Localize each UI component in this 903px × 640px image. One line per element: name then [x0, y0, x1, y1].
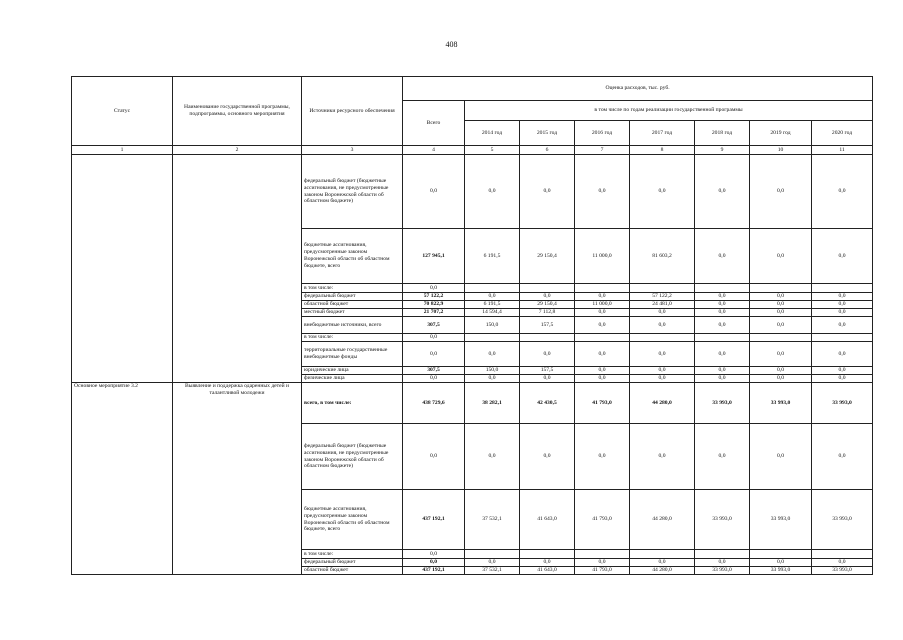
column-number: 11 [812, 146, 873, 155]
year-value-cell: 41 793,0 [575, 383, 630, 424]
year-value-cell: 0,0 [630, 375, 695, 383]
year-value-cell: 11 000,0 [575, 229, 630, 284]
header-total: Всего [403, 101, 465, 146]
budget-table [71, 76, 873, 575]
year-value-cell: 0,0 [575, 375, 630, 383]
year-value-cell: 0,0 [695, 559, 750, 567]
main-activity-status: Основное мероприятие 3.2 [72, 383, 173, 575]
header-status: Статус [72, 77, 173, 146]
year-value-cell: 150,0 [465, 367, 520, 375]
header-estimate: Оценка расходов, тыс. руб. [403, 77, 873, 101]
table-row [72, 155, 873, 229]
year-value-cell [812, 334, 873, 342]
header-year: 2017 год [630, 121, 695, 146]
year-value-cell: 29 150,4 [520, 301, 575, 309]
year-value-cell [695, 284, 750, 293]
year-value-cell: 0,0 [465, 293, 520, 301]
header-year: 2016 год [575, 121, 630, 146]
year-value-cell: 0,0 [812, 301, 873, 309]
year-value-cell [695, 334, 750, 342]
column-number: 10 [750, 146, 812, 155]
year-value-cell: 57 122,2 [630, 293, 695, 301]
year-value-cell [520, 334, 575, 342]
year-value-cell: 150,0 [465, 317, 520, 334]
year-value-cell: 0,0 [812, 424, 873, 490]
year-value-cell: 41 793,0 [575, 567, 630, 575]
year-value-cell: 41 643,0 [520, 567, 575, 575]
year-value-cell: 0,0 [520, 342, 575, 367]
year-value-cell: 37 532,1 [465, 567, 520, 575]
year-value-cell [630, 284, 695, 293]
year-value-cell: 0,0 [575, 367, 630, 375]
main-activity-name: Выявление и поддержка одаренных детей и талантливой молодежи [173, 383, 302, 575]
total-cell: 0,0 [403, 334, 465, 342]
year-value-cell: 0,0 [695, 342, 750, 367]
year-value-cell: 0,0 [812, 342, 873, 367]
total-cell: 307,5 [403, 317, 465, 334]
total-cell: 127 945,1 [403, 229, 465, 284]
year-value-cell: 0,0 [465, 375, 520, 383]
year-value-cell: 0,0 [630, 155, 695, 229]
status-cell [72, 155, 173, 383]
year-value-cell: 0,0 [465, 424, 520, 490]
year-value-cell: 33 993,0 [812, 490, 873, 550]
year-value-cell: 0,0 [695, 309, 750, 317]
year-value-cell: 0,0 [695, 424, 750, 490]
year-value-cell: 0,0 [750, 342, 812, 367]
year-value-cell: 0,0 [520, 424, 575, 490]
year-value-cell: 0,0 [575, 155, 630, 229]
year-value-cell: 42 430,5 [520, 383, 575, 424]
source-cell: федеральный бюджет (бюджетные ассигнования, не предусмотренные законом Воронежской области об областном бюджете) [302, 424, 403, 490]
year-value-cell: 0,0 [750, 317, 812, 334]
column-number: 7 [575, 146, 630, 155]
year-value-cell: 41 643,0 [520, 490, 575, 550]
header-year: 2020 год [812, 121, 873, 146]
year-value-cell [750, 334, 812, 342]
source-cell: всего, в том числе: [302, 383, 403, 424]
source-cell: территориальные государственные внебюджетные фонды [302, 342, 403, 367]
year-value-cell: 0,0 [575, 424, 630, 490]
year-value-cell: 0,0 [695, 367, 750, 375]
year-value-cell: 0,0 [575, 342, 630, 367]
total-cell: 438 729,6 [403, 383, 465, 424]
total-cell: 0,0 [403, 550, 465, 559]
year-value-cell [465, 284, 520, 293]
year-value-cell [575, 550, 630, 559]
year-value-cell [520, 550, 575, 559]
header-sources: Источники ресурсного обеспечения [302, 77, 403, 146]
year-value-cell: 38 282,1 [465, 383, 520, 424]
year-value-cell [750, 284, 812, 293]
total-cell: 0,0 [403, 342, 465, 367]
year-value-cell: 29 150,4 [520, 229, 575, 284]
source-cell: федеральный бюджет [302, 559, 403, 567]
program-name-cell [173, 155, 302, 383]
column-number: 6 [520, 146, 575, 155]
year-value-cell: 33 993,0 [695, 567, 750, 575]
year-value-cell [465, 550, 520, 559]
year-value-cell: 0,0 [812, 367, 873, 375]
year-value-cell: 33 993,0 [812, 567, 873, 575]
year-value-cell: 0,0 [695, 301, 750, 309]
year-value-cell: 44 280,0 [630, 383, 695, 424]
source-cell: бюджетные ассигнования, предусмотренные законом Воронежской области об областном бюджете, всего [302, 490, 403, 550]
year-value-cell: 0,0 [520, 293, 575, 301]
year-value-cell: 33 993,0 [750, 567, 812, 575]
year-value-cell: 0,0 [575, 559, 630, 567]
year-value-cell: 0,0 [695, 375, 750, 383]
year-value-cell: 0,0 [750, 424, 812, 490]
source-cell: федеральный бюджет [302, 293, 403, 301]
year-value-cell: 33 993,0 [750, 383, 812, 424]
total-cell: 437 192,1 [403, 567, 465, 575]
year-value-cell: 6 191,5 [465, 229, 520, 284]
year-value-cell: 33 993,0 [695, 490, 750, 550]
year-value-cell: 81 603,2 [630, 229, 695, 284]
year-value-cell: 0,0 [750, 155, 812, 229]
source-cell: в том числе: [302, 334, 403, 342]
source-cell: бюджетные ассигнования, предусмотренные законом Воронежской области об областном бюджете, всего [302, 229, 403, 284]
source-cell: областной бюджет [302, 567, 403, 575]
year-value-cell: 157,5 [520, 367, 575, 375]
year-value-cell: 0,0 [812, 375, 873, 383]
year-value-cell: 0,0 [750, 301, 812, 309]
source-cell: в том числе: [302, 550, 403, 559]
table-row [72, 383, 873, 424]
column-number: 1 [72, 146, 173, 155]
page-number: 408 [445, 40, 458, 49]
header-year: 2018 год [695, 121, 750, 146]
year-value-cell: 0,0 [630, 309, 695, 317]
source-cell: юридические лица [302, 367, 403, 375]
year-value-cell: 37 532,1 [465, 490, 520, 550]
year-value-cell: 0,0 [750, 367, 812, 375]
year-value-cell [812, 284, 873, 293]
year-value-cell [630, 334, 695, 342]
total-cell: 437 192,1 [403, 490, 465, 550]
total-cell: 0,0 [403, 424, 465, 490]
source-cell: физические лица [302, 375, 403, 383]
year-value-cell: 33 993,0 [812, 383, 873, 424]
year-value-cell: 0,0 [630, 317, 695, 334]
year-value-cell: 0,0 [575, 293, 630, 301]
year-value-cell: 0,0 [750, 559, 812, 567]
year-value-cell [575, 284, 630, 293]
year-value-cell: 14 594,4 [465, 309, 520, 317]
year-value-cell: 0,0 [812, 155, 873, 229]
year-value-cell: 6 191,5 [465, 301, 520, 309]
total-cell: 0,0 [403, 284, 465, 293]
year-value-cell [520, 284, 575, 293]
year-value-cell: 0,0 [575, 309, 630, 317]
year-value-cell: 0,0 [575, 317, 630, 334]
year-value-cell: 24 481,0 [630, 301, 695, 309]
column-number: 4 [403, 146, 465, 155]
column-number: 2 [173, 146, 302, 155]
year-value-cell: 0,0 [812, 317, 873, 334]
header-year: 2015 год [520, 121, 575, 146]
year-value-cell: 0,0 [750, 309, 812, 317]
header-year: 2014 год [465, 121, 520, 146]
year-value-cell: 0,0 [812, 293, 873, 301]
year-value-cell: 0,0 [465, 155, 520, 229]
year-value-cell: 0,0 [695, 229, 750, 284]
year-value-cell: 0,0 [630, 342, 695, 367]
header-by-year: в том числе по годам реализации государственной программы [465, 101, 873, 121]
year-value-cell: 0,0 [695, 293, 750, 301]
total-cell: 0,0 [403, 155, 465, 229]
header-program-name: Наименование государственной программы, подпрограммы, основного мероприятия [173, 77, 302, 146]
column-number: 5 [465, 146, 520, 155]
year-value-cell: 0,0 [812, 309, 873, 317]
source-cell: в том числе: [302, 284, 403, 293]
year-value-cell: 44 280,0 [630, 490, 695, 550]
year-value-cell: 0,0 [630, 424, 695, 490]
total-cell: 21 707,2 [403, 309, 465, 317]
total-cell: 307,5 [403, 367, 465, 375]
total-cell: 70 822,9 [403, 301, 465, 309]
column-number: 9 [695, 146, 750, 155]
year-value-cell: 7 112,8 [520, 309, 575, 317]
year-value-cell: 0,0 [750, 229, 812, 284]
source-cell: местный бюджет [302, 309, 403, 317]
total-cell: 0,0 [403, 375, 465, 383]
year-value-cell: 0,0 [812, 229, 873, 284]
year-value-cell: 44 280,0 [630, 567, 695, 575]
year-value-cell: 11 000,0 [575, 301, 630, 309]
year-value-cell: 41 793,0 [575, 490, 630, 550]
year-value-cell [695, 550, 750, 559]
source-cell: внебюджетные источники, всего [302, 317, 403, 334]
year-value-cell: 0,0 [750, 375, 812, 383]
year-value-cell: 33 993,0 [750, 490, 812, 550]
year-value-cell [750, 550, 812, 559]
year-value-cell: 157,5 [520, 317, 575, 334]
year-value-cell: 0,0 [520, 375, 575, 383]
year-value-cell [812, 550, 873, 559]
year-value-cell: 0,0 [520, 155, 575, 229]
header-year: 2019 год [750, 121, 812, 146]
year-value-cell [465, 334, 520, 342]
source-cell: областной бюджет [302, 301, 403, 309]
column-number: 8 [630, 146, 695, 155]
year-value-cell: 0,0 [465, 559, 520, 567]
year-value-cell [630, 550, 695, 559]
total-cell: 0,0 [403, 559, 465, 567]
column-number: 3 [302, 146, 403, 155]
total-cell: 57 122,2 [403, 293, 465, 301]
year-value-cell: 0,0 [630, 559, 695, 567]
year-value-cell [575, 334, 630, 342]
year-value-cell: 0,0 [812, 559, 873, 567]
year-value-cell: 0,0 [695, 317, 750, 334]
year-value-cell: 33 993,0 [695, 383, 750, 424]
year-value-cell: 0,0 [520, 559, 575, 567]
year-value-cell: 0,0 [695, 155, 750, 229]
year-value-cell: 0,0 [750, 293, 812, 301]
year-value-cell: 0,0 [465, 342, 520, 367]
source-cell: федеральный бюджет (бюджетные ассигнования, не предусмотренные законом Воронежской области об областном бюджете) [302, 155, 403, 229]
year-value-cell: 0,0 [630, 367, 695, 375]
